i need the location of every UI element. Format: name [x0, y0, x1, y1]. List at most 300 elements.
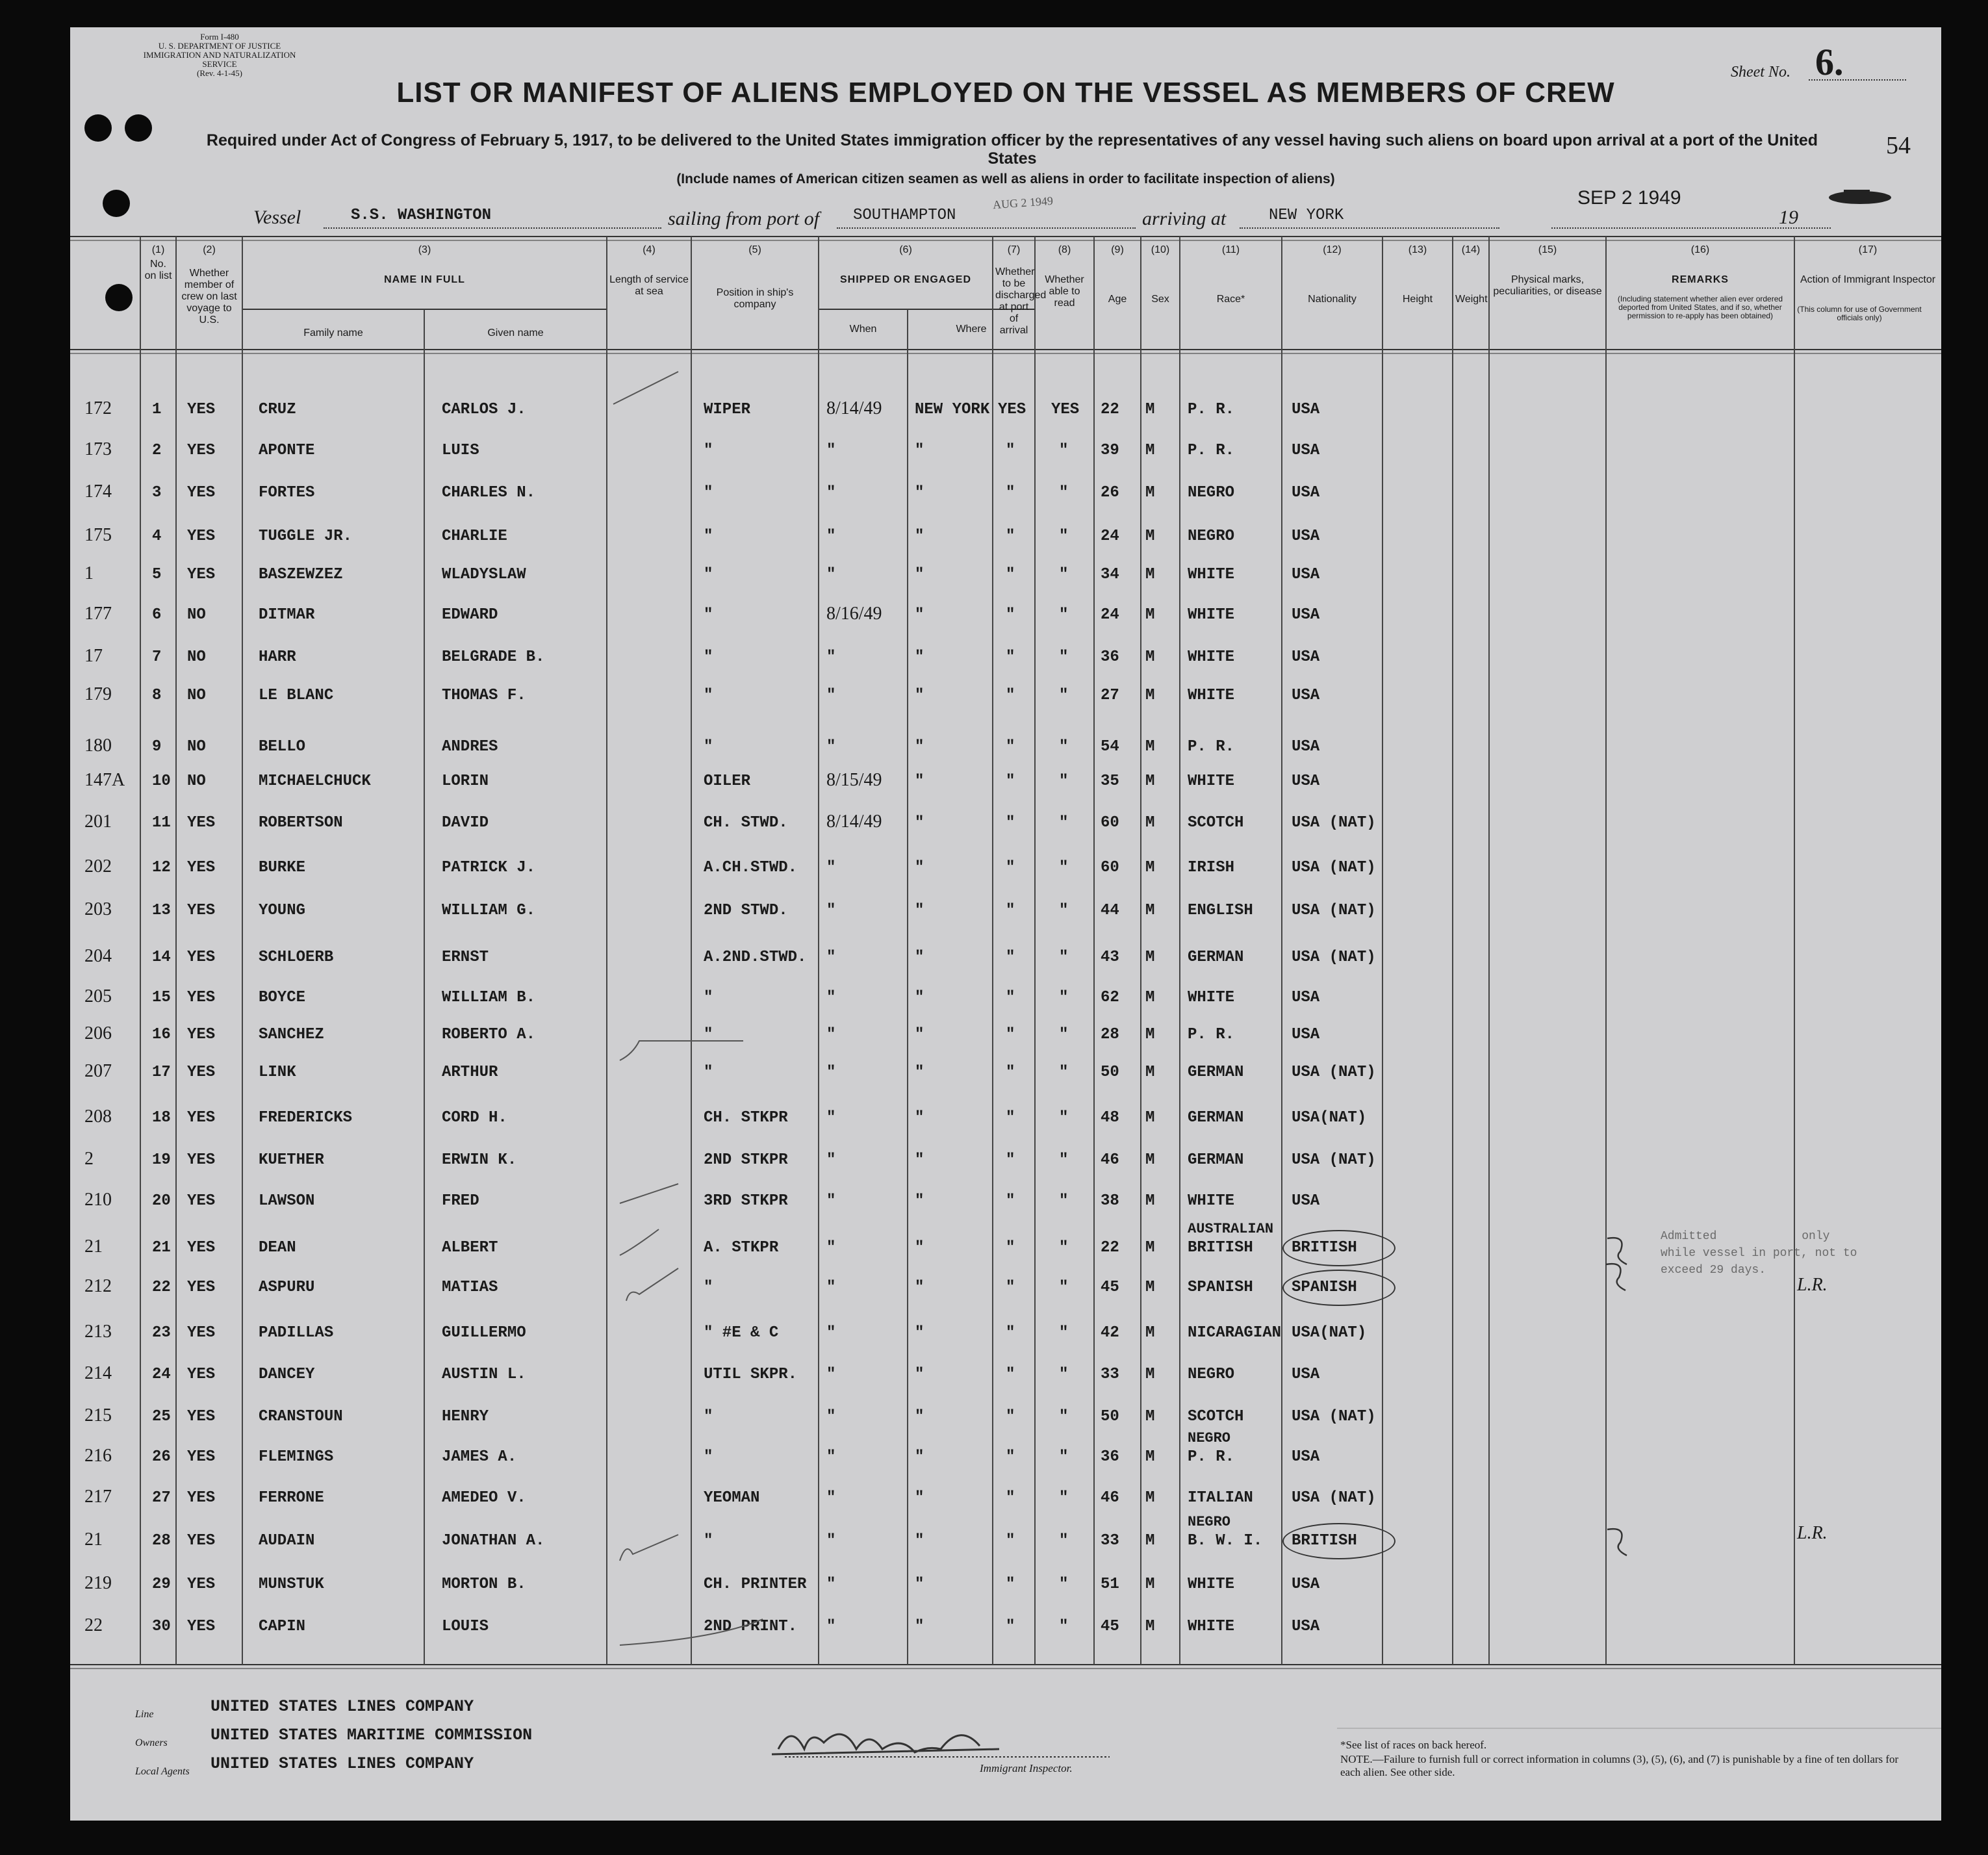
nationality: USA [1292, 687, 1320, 704]
age: 45 [1101, 1618, 1119, 1635]
given-name: LORIN [442, 773, 489, 790]
row-number: 30 [152, 1618, 171, 1635]
row-number: 18 [152, 1109, 171, 1127]
column-number-race: (11) [1221, 244, 1240, 255]
row-number: 17 [152, 1064, 171, 1081]
sex: M [1145, 1239, 1155, 1257]
column-number-height: (13) [1408, 244, 1427, 255]
column-number-remarks: (16) [1690, 244, 1710, 255]
nationality: USA [1292, 606, 1320, 624]
family-name: KUETHER [259, 1151, 324, 1169]
remarks-note: (Including statement whether alien ever ordered deported from United States, and if so, whether permission to re-apply has been obtained) [1617, 294, 1783, 320]
crew-last-voyage: YES [187, 1151, 216, 1169]
list-ref-number: 2 [84, 1149, 94, 1169]
instruction-note: (Include names of American citizen seamen as well as aliens in order to facilitate inspection of aliens) [676, 172, 1335, 186]
age: 33 [1101, 1532, 1119, 1550]
shipped-when: " [826, 1366, 836, 1383]
race: WHITE [1188, 1192, 1235, 1210]
position: CH. PRINTER [704, 1576, 807, 1593]
inspector-initials: L.R. [1797, 1275, 1828, 1295]
row-number: 13 [152, 902, 171, 919]
given-name: FRED [442, 1192, 479, 1210]
discharged: " [1006, 1618, 1015, 1635]
shipped-when: " [826, 528, 836, 545]
race: WHITE [1188, 989, 1235, 1006]
shipped-where: " [915, 1064, 924, 1081]
discharged: " [1006, 528, 1015, 545]
discharged: " [1006, 1064, 1015, 1081]
list-ref-number: 174 [84, 481, 112, 502]
nationality: BRITISH [1292, 1239, 1357, 1257]
given-name: CARLOS J. [442, 401, 526, 418]
column-header-no-on-list: No. on list [144, 259, 172, 281]
able-to-read: " [1059, 1192, 1069, 1210]
shipped-when: " [826, 1532, 836, 1550]
shipped-when: " [826, 1489, 836, 1507]
shipped-when: " [826, 1064, 836, 1081]
discharged: " [1006, 1576, 1015, 1593]
shipped-where: " [915, 1026, 924, 1043]
discharged: " [1006, 442, 1015, 459]
sex: M [1145, 949, 1155, 966]
shipped-where: " [915, 1366, 924, 1383]
able-to-read: " [1059, 814, 1069, 832]
able-to-read: " [1059, 1366, 1069, 1383]
given-name: CHARLES N. [442, 484, 536, 502]
crew-last-voyage: YES [187, 1324, 216, 1342]
age: 46 [1101, 1489, 1119, 1507]
given-name: WLADYSLAW [442, 566, 526, 583]
family-name: FERRONE [259, 1489, 324, 1507]
family-name: CRUZ [259, 401, 296, 418]
position: " [704, 606, 713, 624]
position: " [704, 989, 713, 1006]
given-name: DAVID [442, 814, 489, 832]
age: 27 [1101, 687, 1119, 704]
list-ref-number: 217 [84, 1487, 112, 1507]
age: 28 [1101, 1026, 1119, 1043]
crew-last-voyage: YES [187, 1064, 216, 1081]
row-number: 22 [152, 1279, 171, 1296]
list-ref-number: 179 [84, 684, 112, 704]
list-ref-number: 208 [84, 1107, 112, 1127]
shipped-when: " [826, 442, 836, 459]
shipped-where: " [915, 1109, 924, 1127]
list-ref-number: 213 [84, 1322, 112, 1342]
row-number: 27 [152, 1489, 171, 1507]
able-to-read: " [1059, 528, 1069, 545]
discharged: " [1006, 949, 1015, 966]
nationality: USA [1292, 1448, 1320, 1466]
family-name: MICHAELCHUCK [259, 773, 371, 790]
sex: M [1145, 902, 1155, 919]
list-ref-number: 206 [84, 1023, 112, 1043]
row-number: 21 [152, 1239, 171, 1257]
nationality: USA [1292, 401, 1320, 418]
row-number: 24 [152, 1366, 171, 1383]
discharged: YES [998, 401, 1026, 418]
given-name: MATIAS [442, 1279, 498, 1296]
crew-last-voyage: YES [187, 902, 216, 919]
crew-last-voyage: YES [187, 989, 216, 1006]
page-number: 54 [1886, 132, 1911, 159]
column-number-able-to-read: (8) [1058, 244, 1071, 255]
position: " #E & C [704, 1324, 779, 1342]
position: " [704, 1408, 713, 1426]
age: 46 [1101, 1151, 1119, 1169]
given-name: EDWARD [442, 606, 498, 624]
row-number: 4 [152, 528, 162, 545]
able-to-read: " [1059, 738, 1069, 756]
race: ENGLISH [1188, 902, 1253, 919]
sex: M [1145, 773, 1155, 790]
family-name-header: Family name [303, 327, 363, 339]
race: P. R. [1188, 442, 1235, 459]
discharged: " [1006, 859, 1015, 876]
row-number: 23 [152, 1324, 171, 1342]
race: WHITE [1188, 687, 1235, 704]
shipped-when: " [826, 648, 836, 666]
nationality: USA [1292, 528, 1320, 545]
family-name: FREDERICKS [259, 1109, 353, 1127]
age: 54 [1101, 738, 1119, 756]
age: 44 [1101, 902, 1119, 919]
discharged: " [1006, 902, 1015, 919]
able-to-read: " [1059, 773, 1069, 790]
able-to-read: " [1059, 566, 1069, 583]
column-number-inspector-action: (17) [1858, 244, 1878, 255]
able-to-read: " [1059, 606, 1069, 624]
able-to-read: " [1059, 902, 1069, 919]
race: NEGRO [1188, 1366, 1235, 1383]
column-number-discharged: (7) [1007, 244, 1021, 255]
nationality: USA (NAT) [1292, 949, 1376, 966]
shipped-where: " [915, 566, 924, 583]
race: WHITE [1188, 1618, 1235, 1635]
family-name: LE BLANC [259, 687, 334, 704]
discharged: " [1006, 648, 1015, 666]
vessel-label: Vessel [253, 207, 301, 228]
race: WHITE [1188, 1576, 1235, 1593]
shipped-when: " [826, 1239, 836, 1257]
position: YEOMAN [704, 1489, 760, 1507]
shipped-when: " [826, 989, 836, 1006]
race-annotation: NEGRO [1188, 1514, 1231, 1530]
discharged: " [1006, 1239, 1015, 1257]
column-number-physical-marks: (15) [1538, 244, 1557, 255]
family-name: HARR [259, 648, 296, 666]
agents-value: UNITED STATES LINES COMPANY [210, 1754, 474, 1773]
sex: M [1145, 1408, 1155, 1426]
discharged: " [1006, 606, 1015, 624]
family-name: BURKE [259, 859, 306, 876]
age: 24 [1101, 528, 1119, 545]
discharged: " [1006, 1324, 1015, 1342]
column-number-name-in-full: (3) [418, 244, 431, 255]
shipped-when: " [826, 1324, 836, 1342]
list-ref-number: 21 [84, 1529, 103, 1550]
able-to-read: " [1059, 687, 1069, 704]
row-number: 7 [152, 648, 162, 666]
age: 24 [1101, 606, 1119, 624]
shipped-where: " [915, 1324, 924, 1342]
position: CH. STWD. [704, 814, 788, 832]
row-number: 25 [152, 1408, 171, 1426]
shipped-where: " [915, 1618, 924, 1635]
position: " [704, 738, 713, 756]
sex: M [1145, 1026, 1155, 1043]
row-number: 15 [152, 989, 171, 1006]
race: BRITISH [1188, 1239, 1253, 1257]
age: 42 [1101, 1324, 1119, 1342]
column-header-inspector-action: Action of Immigrant Inspector [1800, 274, 1936, 285]
age: 62 [1101, 989, 1119, 1006]
column-header-position: Position in ship's company [716, 287, 794, 310]
nationality: USA [1292, 566, 1320, 583]
age: 39 [1101, 442, 1119, 459]
nationality: USA (NAT) [1292, 1489, 1376, 1507]
race-annotation: AUSTRALIAN [1188, 1221, 1274, 1237]
race: SPANISH [1188, 1279, 1253, 1296]
position: 3RD STKPR [704, 1192, 788, 1210]
row-number: 2 [152, 442, 162, 459]
shipped-where: " [915, 1151, 924, 1169]
list-ref-number: 1 [84, 563, 94, 583]
able-to-read: " [1059, 1026, 1069, 1043]
discharged: " [1006, 1026, 1015, 1043]
age: 36 [1101, 648, 1119, 666]
shipped-where: " [915, 1489, 924, 1507]
shipped-when: 8/15/49 [826, 770, 882, 790]
family-name: PADILLAS [259, 1324, 334, 1342]
where-header: Where [956, 324, 987, 335]
shipped-where: " [915, 989, 924, 1006]
shipped-where: " [915, 1279, 924, 1296]
shipped-where: " [915, 442, 924, 459]
family-name: APONTE [259, 442, 315, 459]
crew-last-voyage: YES [187, 442, 216, 459]
nationality: USA (NAT) [1292, 902, 1376, 919]
column-number-weight: (14) [1461, 244, 1481, 255]
shipped-where: " [915, 814, 924, 832]
position: 2ND STKPR [704, 1151, 788, 1169]
nationality: USA [1292, 1618, 1320, 1635]
list-ref-number: 21 [84, 1236, 103, 1257]
sex: M [1145, 1576, 1155, 1593]
owners-label: Owners [135, 1737, 168, 1748]
agents-label: Local Agents [135, 1766, 190, 1777]
row-number: 26 [152, 1448, 171, 1466]
able-to-read: " [1059, 1489, 1069, 1507]
column-header-able-to-read: Whether able to read [1045, 274, 1084, 309]
row-number: 6 [152, 606, 162, 624]
race: GERMAN [1188, 949, 1244, 966]
nationality: SPANISH [1292, 1279, 1357, 1296]
discharged: " [1006, 1408, 1015, 1426]
position: " [704, 484, 713, 502]
crew-last-voyage: NO [187, 687, 206, 704]
crew-last-voyage: NO [187, 773, 206, 790]
row-number: 12 [152, 859, 171, 876]
shipped-when: " [826, 1109, 836, 1127]
crew-last-voyage: YES [187, 1026, 216, 1043]
list-ref-number: 205 [84, 986, 112, 1006]
column-header-physical-marks: Physical marks, peculiarities, or disease [1493, 274, 1602, 297]
column-number-sex: (10) [1151, 244, 1170, 255]
given-name: ANDRES [442, 738, 498, 756]
shipped-when: " [826, 1026, 836, 1043]
crew-last-voyage: YES [187, 1408, 216, 1426]
age: 34 [1101, 566, 1119, 583]
list-ref-number: 173 [84, 439, 112, 459]
family-name: YOUNG [259, 902, 306, 919]
nationality: USA [1292, 1366, 1320, 1383]
line-value: UNITED STATES LINES COMPANY [210, 1697, 474, 1716]
shipped-when: 8/16/49 [826, 604, 882, 624]
inspector-label: Immigrant Inspector. [980, 1762, 1073, 1774]
given-name: CORD H. [442, 1109, 507, 1127]
shipped-when: " [826, 859, 836, 876]
column-header-crew-last-voyage: Whether member of crew on last voyage to U.S. [181, 268, 237, 326]
family-name: SCHLOERB [259, 949, 334, 966]
position: " [704, 1448, 713, 1466]
position: " [704, 442, 713, 459]
nationality-circle [1282, 1230, 1395, 1266]
given-name-header: Given name [487, 327, 544, 339]
race: IRISH [1188, 859, 1235, 876]
position: " [704, 528, 713, 545]
able-to-read: " [1059, 1532, 1069, 1550]
position: 2ND PRINT. [704, 1618, 798, 1635]
crew-last-voyage: YES [187, 1109, 216, 1127]
crew-last-voyage: YES [187, 1366, 216, 1383]
given-name: WILLIAM G. [442, 902, 536, 919]
row-number: 9 [152, 738, 162, 756]
race: GERMAN [1188, 1151, 1244, 1169]
crew-last-voyage: YES [187, 528, 216, 545]
column-header-shipped-or-engaged: SHIPPED OR ENGAGED [839, 274, 972, 285]
given-name: BELGRADE B. [442, 648, 545, 666]
column-header-height: Height [1402, 294, 1433, 305]
able-to-read: " [1059, 648, 1069, 666]
shipped-when: " [826, 738, 836, 756]
shipped-where: " [915, 1192, 924, 1210]
list-ref-number: 202 [84, 856, 112, 876]
able-to-read: " [1059, 1109, 1069, 1127]
position: WIPER [704, 401, 751, 418]
sheet-number: 6. [1815, 41, 1844, 83]
shipped-where: " [915, 1448, 924, 1466]
row-number: 11 [152, 814, 171, 832]
family-name: DITMAR [259, 606, 315, 624]
row-number: 20 [152, 1192, 171, 1210]
able-to-read: " [1059, 859, 1069, 876]
nationality: USA (NAT) [1292, 1064, 1376, 1081]
line-label: Line [135, 1709, 154, 1720]
sex: M [1145, 1151, 1155, 1169]
crew-last-voyage: YES [187, 1448, 216, 1466]
family-name: DEAN [259, 1239, 296, 1257]
row-number: 8 [152, 687, 162, 704]
race: P. R. [1188, 401, 1235, 418]
crew-last-voyage: YES [187, 1576, 216, 1593]
family-name: ASPURU [259, 1279, 315, 1296]
sex: M [1145, 1489, 1155, 1507]
age: 26 [1101, 484, 1119, 502]
given-name: ARTHUR [442, 1064, 498, 1081]
age: 22 [1101, 401, 1119, 418]
age: 43 [1101, 949, 1119, 966]
shipped-when: " [826, 687, 836, 704]
column-number-no-on-list: (1) [151, 244, 165, 255]
discharged: " [1006, 687, 1015, 704]
check-marks [607, 359, 771, 1658]
column-number-length-of-service: (4) [643, 244, 656, 255]
shipped-where: " [915, 528, 924, 545]
sex: M [1145, 859, 1155, 876]
position: 2ND STWD. [704, 902, 788, 919]
shipped-where: " [915, 1532, 924, 1550]
list-ref-number: 204 [84, 946, 112, 966]
position: " [704, 648, 713, 666]
list-ref-number: 219 [84, 1573, 112, 1593]
list-ref-number: 175 [84, 525, 112, 545]
given-name: AUSTIN L. [442, 1366, 526, 1383]
given-name: CHARLIE [442, 528, 507, 545]
race: P. R. [1188, 738, 1235, 756]
crew-last-voyage: NO [187, 738, 206, 756]
column-header-weight: Weight [1455, 294, 1488, 305]
crew-last-voyage: YES [187, 484, 216, 502]
race-annotation: NEGRO [1188, 1430, 1231, 1446]
given-name: ROBERTO A. [442, 1026, 536, 1043]
able-to-read: " [1059, 1239, 1069, 1257]
row-number: 29 [152, 1576, 171, 1593]
column-header-length-of-service: Length of service at sea [609, 274, 689, 297]
crew-last-voyage: YES [187, 1618, 216, 1635]
position: " [704, 1532, 713, 1550]
able-to-read: " [1059, 1151, 1069, 1169]
position: " [704, 566, 713, 583]
sex: M [1145, 1324, 1155, 1342]
discharged: " [1006, 1279, 1015, 1296]
shipped-when: 8/14/49 [826, 398, 882, 418]
sex: M [1145, 738, 1155, 756]
shipped-where: " [915, 1239, 924, 1257]
crew-last-voyage: YES [187, 1279, 216, 1296]
list-ref-number: 201 [84, 812, 112, 832]
shipped-where: " [915, 687, 924, 704]
race: WHITE [1188, 566, 1235, 583]
discharged: " [1006, 814, 1015, 832]
shipped-where: " [915, 1576, 924, 1593]
race: WHITE [1188, 648, 1235, 666]
shipped-when: " [826, 1448, 836, 1466]
discharged: " [1006, 484, 1015, 502]
family-name: TUGGLE JR. [259, 528, 353, 545]
column-number-crew-last-voyage: (2) [203, 244, 216, 255]
owners-value: UNITED STATES MARITIME COMMISSION [210, 1726, 533, 1745]
crew-last-voyage: NO [187, 606, 206, 624]
able-to-read: " [1059, 1618, 1069, 1635]
penalty-note: NOTE.—Failure to furnish full or correct information in columns (3), (5), (6), and (7) is punishable by a fine of ten dollars for each alien. See other side. [1340, 1753, 1899, 1778]
sex: M [1145, 687, 1155, 704]
family-name: CAPIN [259, 1618, 306, 1635]
list-ref-number: 203 [84, 899, 112, 919]
race: GERMAN [1188, 1064, 1244, 1081]
race: WHITE [1188, 606, 1235, 624]
nationality-circle [1282, 1270, 1395, 1306]
